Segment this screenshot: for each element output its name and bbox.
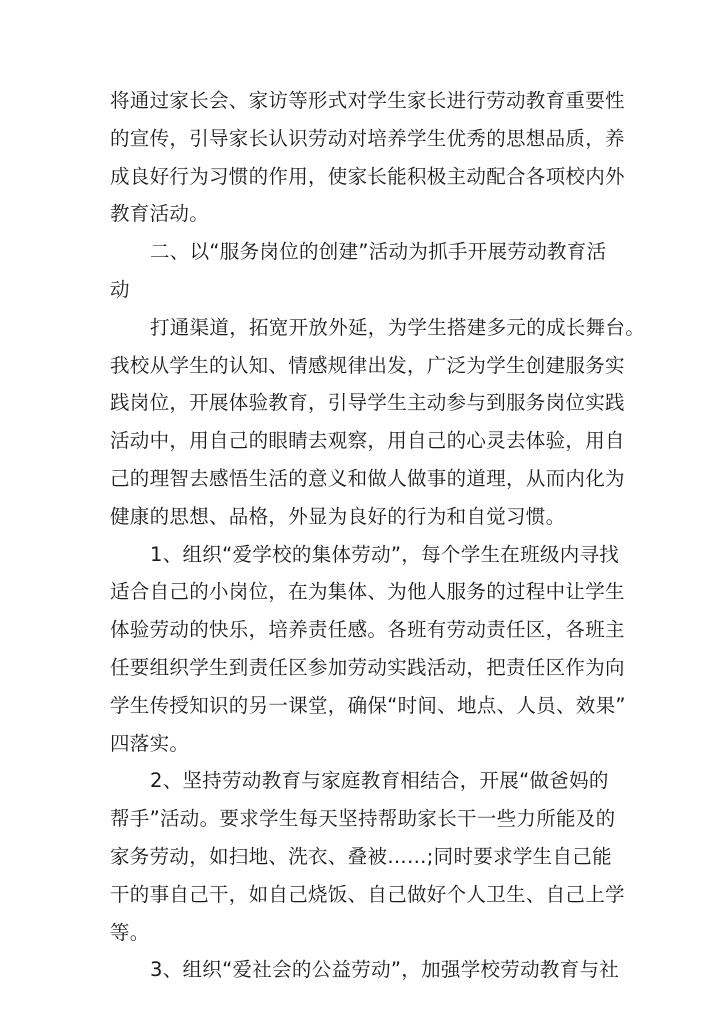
text-line: 我校从学生的认知、情感规律出发，广泛为学生创建服务实 bbox=[110, 353, 625, 377]
paragraph-item-one bbox=[110, 536, 626, 763]
text-line: 2、坚持劳动教育与家庭教育相结合，开展“做爸妈的 bbox=[150, 769, 609, 793]
text-line: 家务劳动，如扫地、洗衣、叠被……;同时要求学生自己能 bbox=[110, 844, 612, 868]
text-line: 1、组织“爱学校的集体劳动”，每个学生在班级内寻找 bbox=[150, 542, 620, 566]
heading-line: 二、以“服务岗位的创建”活动为抓手开展劳动教育活 bbox=[150, 240, 607, 264]
text-line: 践岗位，开展体验教育，引导学生主动参与到服务岗位实践 bbox=[110, 391, 625, 415]
text-line: 干的事自己干，如自己烧饭、自己做好个人卫生、自己上学 bbox=[110, 882, 625, 906]
text-line: 适合自己的小岗位，在为集体、为他人服务的过程中让学生 bbox=[110, 580, 625, 604]
text-line: 3、组织“爱社会的公益劳动”，加强学校劳动教育与社 bbox=[150, 958, 620, 982]
paragraph-item-two bbox=[110, 762, 625, 951]
text-line: 健康的思想、品格，外显为良好的行为和自觉习惯。 bbox=[110, 504, 566, 528]
section-heading-two bbox=[110, 233, 614, 309]
text-line: 四落实。 bbox=[110, 731, 190, 755]
paragraph-channels bbox=[110, 309, 646, 536]
text-line: 帮手”活动。要求学生每天坚持帮助家长干一些力所能及的 bbox=[110, 807, 616, 831]
text-line: 己的理智去感悟生活的意义和做人做事的道理，从而内化为 bbox=[110, 466, 625, 490]
document-body bbox=[110, 82, 646, 989]
text-line: 打通渠道，拓宽开放外延，为学生搭建多元的成长舞台。 bbox=[150, 315, 646, 339]
text-line: 的宣传，引导家长认识劳动对培养学生优秀的思想品质，养 bbox=[110, 126, 625, 150]
text-line: 学生传授知识的另一课堂，确保“时间、地点、人员、效果” bbox=[110, 693, 626, 717]
text-line: 教育活动。 bbox=[110, 202, 210, 226]
paragraph-item-three bbox=[110, 951, 620, 989]
text-line: 任要组织学生到责任区参加劳动实践活动，把责任区作为向 bbox=[110, 655, 625, 679]
text-line: 活动中，用自己的眼睛去观察，用自己的心灵去体验，用自 bbox=[110, 429, 625, 453]
text-line: 体验劳动的快乐，培养责任感。各班有劳动责任区，各班主 bbox=[110, 618, 625, 642]
paragraph-parent-publicity bbox=[110, 82, 625, 233]
text-line: 成良好行为习惯的作用，使家长能积极主动配合各项校内外 bbox=[110, 164, 625, 188]
text-line: 将通过家长会、家访等形式对学生家长进行劳动教育重要性 bbox=[110, 89, 625, 112]
text-line: 等。 bbox=[110, 920, 150, 944]
heading-line: 动 bbox=[110, 277, 130, 301]
